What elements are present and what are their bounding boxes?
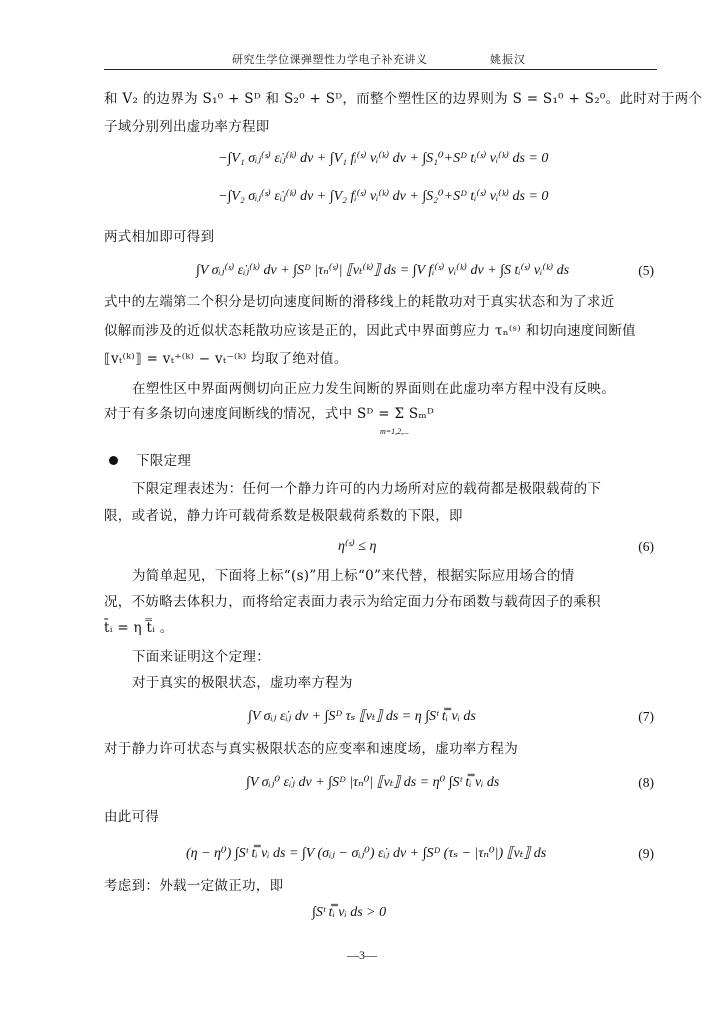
bullet-icon	[109, 456, 118, 465]
paragraph-line: 和 V₂ 的边界为 S₁⁰ + Sᴰ 和 S₂⁰ + Sᴰ，而整个塑性区的边界则为 S = S₁⁰ + S₂⁰。此时对于两个	[104, 91, 703, 107]
paragraph-line: 对于真实的极限状态，虚功率方程为	[132, 675, 353, 691]
equation-number-7: (7)	[638, 709, 654, 724]
paragraph-line: 对于静力许可状态与真实极限状态的应变率和速度场，虚功率方程为	[104, 741, 518, 757]
equation-5: ∫V σᵢⱼ⁽ˢ⁾ ε̇ᵢⱼ⁽ᵏ⁾ dv + ∫Sᴰ |τₙ⁽ˢ⁾| ⟦vₜ⁽ᵏ⁾⟧ ds = ∫V fᵢ⁽ˢ⁾ vᵢ⁽ᵏ⁾ dv + ∫S tᵢ⁽ˢ⁾ vᵢ⁽ᵏ⁾ ds	[196, 263, 570, 278]
equation-number-5: (5)	[638, 263, 654, 278]
paragraph-line: 限，或者说，静力许可载荷系数是极限载荷系数的下限，即	[104, 508, 463, 524]
paragraph-line: 式中的左端第二个积分是切向速度间断的滑移线上的耗散功对于真实状态和为了求近	[104, 294, 615, 310]
page-number: —3—	[347, 948, 377, 962]
equation-number-6: (6)	[638, 539, 654, 554]
equation-8: ∫V σᵢⱼ⁰ ε̇ᵢⱼ dv + ∫Sᴰ |τₙ⁰| ⟦vₜ⟧ ds = η⁰ ∫Sᵗ t̿ᵢ vᵢ ds	[246, 775, 500, 790]
equation-a: −∫V₁ σᵢⱼ⁽ˢ⁾ ε̇ᵢⱼ⁽ᵏ⁾ dv + ∫V₁ fᵢ⁽ˢ⁾ vᵢ⁽ᵏ⁾ dv + ∫S₁⁰+Sᴰ tᵢ⁽ˢ⁾ vᵢ⁽ᵏ⁾ ds = 0	[218, 151, 549, 166]
header-author: 姚振汉	[490, 53, 526, 66]
equation-number-8: (8)	[638, 775, 654, 790]
paragraph-line: 下面来证明这个定理：	[132, 649, 270, 665]
header-title: 研究生学位课弹塑性力学电子补充讲义	[232, 53, 428, 66]
paragraph-line: ⟦vₜ⁽ᵏ⁾⟧ = vₜ⁺⁽ᵏ⁾ − vₜ⁻⁽ᵏ⁾ 均取了绝对值。	[104, 351, 348, 367]
paragraph-line: 况，不妨略去体积力，而将给定表面力表示为给定面力分布函数与载荷因子的乘积	[104, 594, 601, 610]
equation-b: −∫V₂ σᵢⱼ⁽ˢ⁾ ε̇ᵢⱼ⁽ᵏ⁾ dv + ∫V₂ fᵢ⁽ˢ⁾ vᵢ⁽ᵏ⁾ dv + ∫S₂⁰+Sᴰ tᵢ⁽ˢ⁾ vᵢ⁽ᵏ⁾ ds = 0	[218, 189, 549, 204]
paragraph-line: 为简单起见，下面将上标“(s)”用上标“0”来代替，根据实际应用场合的情	[132, 568, 575, 584]
equation-last: ∫Sᵗ t̿ᵢ vᵢ ds > 0	[312, 905, 387, 920]
paragraph-line: 在塑性区中界面两侧切向正应力发生间断的界面则在此虚功率方程中没有反映。	[132, 381, 615, 397]
paragraph-line: t̄ᵢ = η t̿ᵢ 。	[104, 620, 174, 636]
paragraph-line: 似解而涉及的近似状态耗散功应该是正的，因此式中界面剪应力 τₙ⁽ˢ⁾ 和切向速度间断值	[104, 323, 636, 339]
equation-6: η⁽ˢ⁾ ≤ η	[338, 539, 377, 554]
sum-index: m=1,2,...	[380, 427, 410, 436]
header-rule	[104, 69, 657, 70]
paragraph-line: 子域分别列出虚功率方程即	[104, 119, 270, 135]
equation-7: ∫V σᵢⱼ ε̇ᵢⱼ dv + ∫Sᴰ τₛ ⟦vₜ⟧ ds = η ∫Sᵗ t̿ᵢ vᵢ ds	[248, 709, 476, 724]
paragraph-line: 下限定理表述为：任何一个静力许可的内力场所对应的载荷都是极限载荷的下	[132, 481, 602, 497]
paragraph-line: 两式相加即可得到	[104, 229, 215, 245]
paragraph-line: 对于有多条切向速度间断线的情况，式中 Sᴰ = Σ Sₘᴰ	[104, 406, 435, 422]
page-header	[104, 49, 656, 67]
paragraph-line: 考虑到：外载一定做正功，即	[104, 878, 284, 894]
paragraph-line: 由此可得	[104, 809, 160, 825]
equation-number-9: (9)	[638, 846, 654, 861]
equation-9: (η − η⁰) ∫Sᵗ t̿ᵢ vᵢ ds = ∫V (σᵢⱼ − σᵢⱼ⁰) ε̇ᵢⱼ dv + ∫Sᴰ (τₛ − |τₙ⁰|) ⟦vₜ⟧ ds	[186, 846, 547, 861]
section-title: 下限定理	[136, 453, 192, 469]
